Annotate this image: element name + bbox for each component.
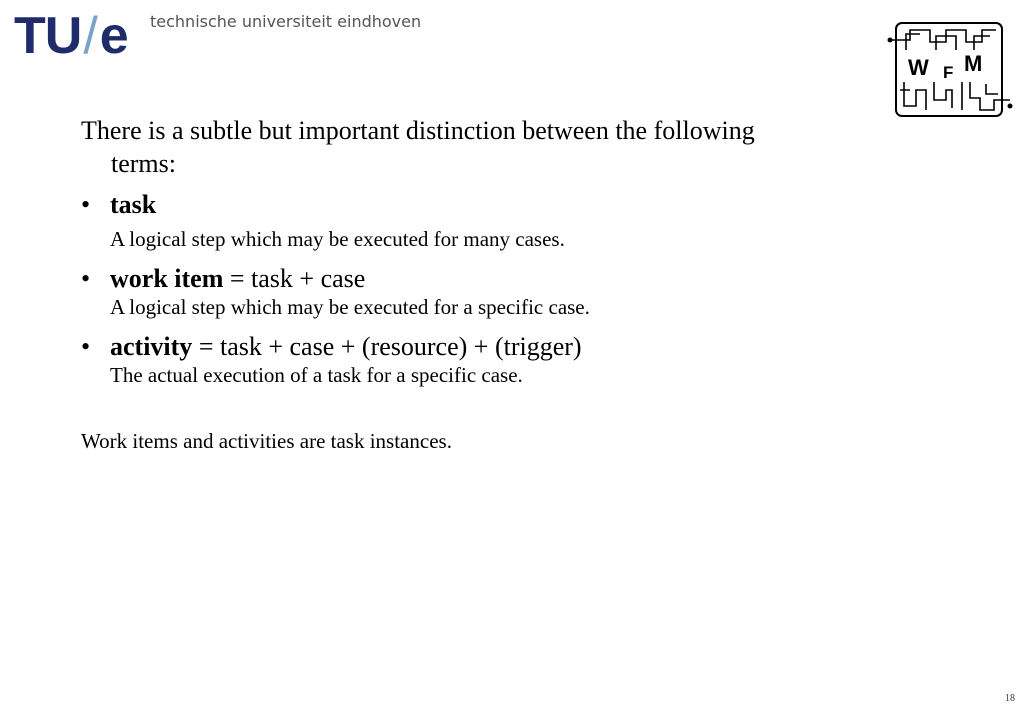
tue-logo [14, 7, 129, 65]
wfm-letter-f: F [943, 63, 954, 82]
list-item-work-item [81, 262, 801, 320]
wfm-letter-w: W [908, 55, 929, 80]
wfm-letter-m: M [964, 51, 983, 76]
term-description: A logical step which may be executed for many cases. [110, 227, 565, 251]
slide-content [81, 114, 801, 454]
term-formula: = task + case [223, 264, 366, 293]
term-activity: activity [110, 332, 193, 361]
term-work-item: work item [110, 264, 224, 293]
term-description: The actual execution of a task for a specific case. [110, 363, 523, 387]
bullet-marker: • [81, 264, 91, 293]
page-number: 18 [1005, 693, 1015, 704]
university-name: technische universiteit eindhoven [150, 12, 422, 31]
list-item-task [81, 188, 801, 252]
conclusion-text: Work items and activities are task instances. [81, 429, 452, 453]
term-list [81, 188, 801, 388]
bullet-marker: • [81, 190, 91, 219]
term-task: task [110, 190, 157, 219]
bullet-marker: • [81, 332, 91, 361]
intro-text: There is a subtle but important distinction between the following terms: [81, 116, 755, 178]
tue-logo-slash: / [83, 7, 98, 65]
list-item-activity [81, 330, 801, 388]
tue-logo-tu: TU [14, 7, 82, 65]
tue-logo-e: e [99, 7, 129, 65]
term-formula: = task + case + (resource) + (trigger) [192, 332, 582, 361]
term-description: A logical step which may be executed for a specific case. [110, 295, 590, 319]
wfm-logo [886, 20, 1014, 120]
